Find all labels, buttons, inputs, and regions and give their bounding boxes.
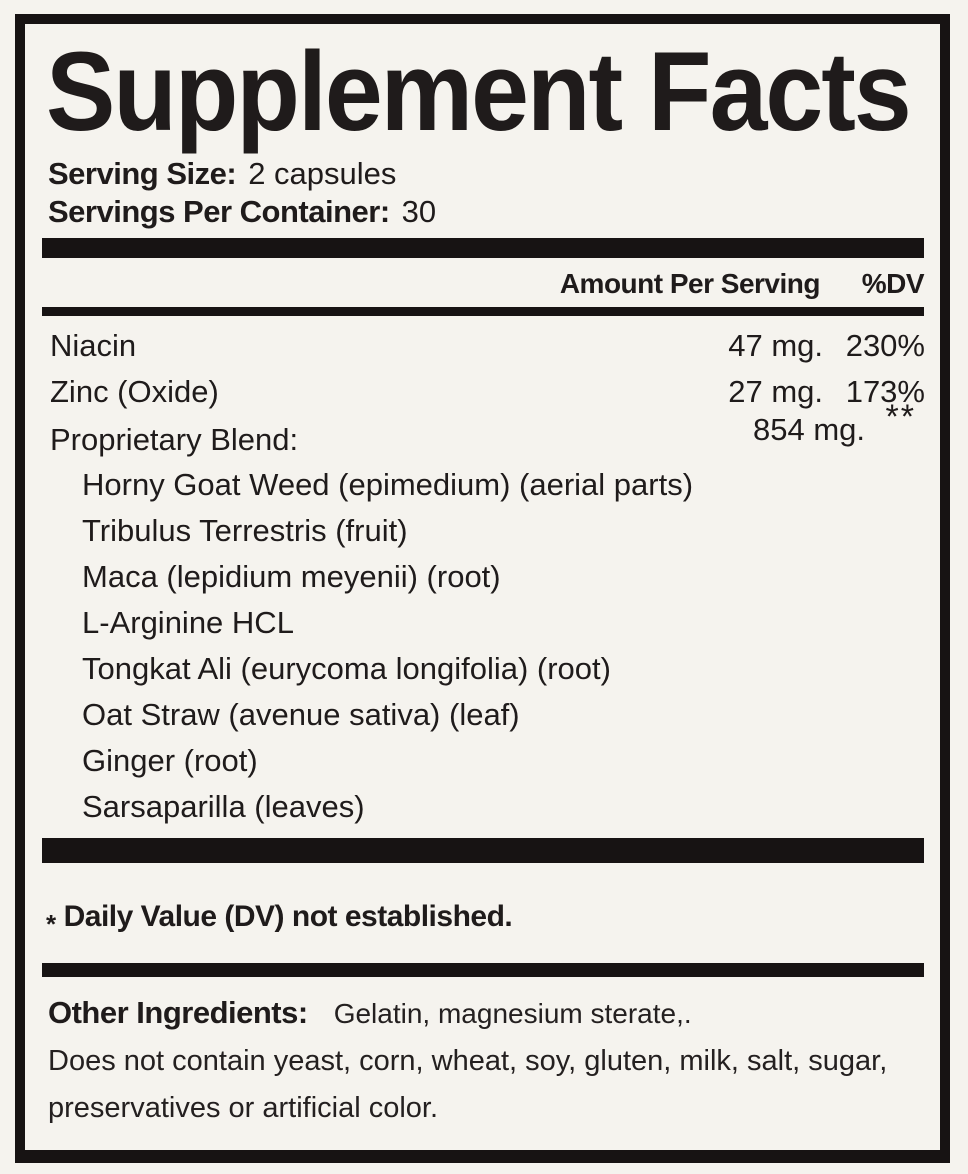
nutrient-amount-niacin: 47 mg. — [728, 328, 823, 363]
serving-size-line — [48, 156, 396, 192]
nutrient-dv-niacin: 230% — [845, 328, 925, 363]
blend-item-sarsaparilla: Sarsaparilla (leaves) — [82, 789, 365, 824]
asterisk-icon: * — [46, 909, 56, 939]
nutrient-dv-zinc: 173% — [845, 374, 925, 409]
other-ingredients-label: Other Ingredients: — [48, 995, 308, 1030]
blend-item-ginger: Ginger (root) — [82, 743, 258, 778]
disclaimer-line-1: Does not contain yeast, corn, wheat, soy, gluten, milk, salt, sugar, — [48, 1045, 888, 1077]
serving-size-label: Serving Size: — [48, 156, 237, 191]
blend-item-tribulus-terrestris: Tribulus Terrestris (fruit) — [82, 513, 408, 548]
divider-bar-thick-bottom — [42, 963, 924, 977]
other-ingredients-line — [48, 995, 692, 1031]
nutrient-dv-proprietary-blend: ** — [885, 398, 916, 436]
amount-per-serving-header: Amount Per Serving — [559, 268, 820, 299]
servings-per-container-line — [48, 194, 436, 230]
blend-item-oat-straw: Oat Straw (avenue sativa) (leaf) — [82, 697, 520, 732]
nutrient-name-niacin: Niacin — [50, 328, 137, 363]
dv-header: %DV — [861, 268, 924, 299]
daily-value-footnote-text: Daily Value (DV) not established. — [63, 900, 513, 933]
nutrient-amount-zinc: 27 mg. — [728, 374, 823, 409]
nutrient-name-proprietary-blend: Proprietary Blend: — [50, 422, 299, 457]
blend-item-horny-goat-weed: Horny Goat Weed (epimedium) (aerial parts) — [82, 467, 694, 502]
nutrient-name-zinc: Zinc (Oxide) — [50, 374, 219, 409]
other-ingredients-value: Gelatin, magnesium sterate,. — [333, 998, 692, 1029]
proprietary-blend-ingredient-list — [82, 462, 693, 830]
nutrient-amount-proprietary-blend: 854 mg. — [752, 412, 865, 447]
blend-item-tongkat-ali: Tongkat Ali (eurycoma longifolia) (root) — [82, 651, 611, 686]
divider-bar-thick-middle — [42, 838, 924, 863]
blend-item-l-arginine-hcl: L-Arginine HCL — [82, 605, 294, 640]
servings-per-container-value: 30 — [401, 194, 437, 229]
divider-bar-thin — [42, 307, 924, 316]
daily-value-footnote — [46, 900, 513, 939]
serving-size-value: 2 capsules — [248, 156, 397, 191]
disclaimer-line-2: preservatives or artificial color. — [48, 1092, 439, 1124]
blend-item-maca: Maca (lepidium meyenii) (root) — [82, 559, 501, 594]
servings-per-container-label: Servings Per Container: — [48, 194, 390, 229]
label-title: Supplement Facts — [46, 29, 910, 155]
divider-bar-thick-top — [42, 238, 924, 258]
